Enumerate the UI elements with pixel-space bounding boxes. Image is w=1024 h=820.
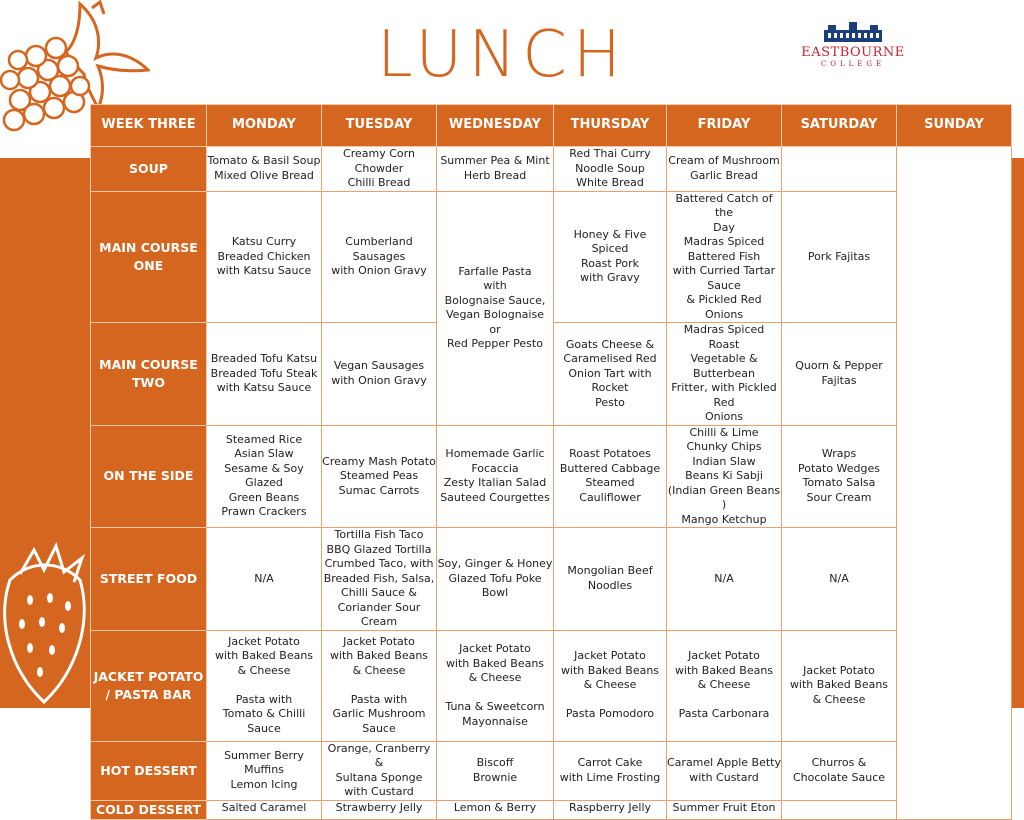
row-label-street-food: STREET FOOD	[91, 528, 207, 631]
table-cell	[782, 800, 897, 819]
table-cell: Farfalle Pasta with Bolognaise Sauce, Vegan Bolognaise or Red Pepper Pesto	[437, 191, 554, 425]
logo-subtitle: COLLEGE	[820, 60, 886, 68]
table-cell: Roast Potatoes Buttered Cabbage Steamed Cauliflower	[554, 425, 667, 528]
row-label-soup: SOUP	[91, 147, 207, 192]
table-cell: Quorn & Pepper Fajitas	[782, 323, 897, 426]
table-cell: Goats Cheese & Caramelised Red Onion Tart with Rocket Pesto	[554, 323, 667, 426]
table-cell: Pork Fajitas	[782, 191, 897, 323]
table-cell: N/A	[667, 528, 782, 631]
table-cell: N/A	[782, 528, 897, 631]
table-cell: Honey & Five Spiced Roast Pork with Gravy	[554, 191, 667, 323]
row-label-cold-dessert: COLD DESSERT	[91, 800, 207, 819]
menu-table	[90, 104, 1012, 820]
table-row	[91, 741, 1012, 800]
row-label-main-course-two: MAIN COURSE TWO	[91, 323, 207, 426]
table-cell: Breaded Tofu Katsu Breaded Tofu Steak with Katsu Sauce	[207, 323, 322, 426]
table-row	[91, 425, 1012, 528]
table-cell: Katsu Curry Breaded Chicken with Katsu Sauce	[207, 191, 322, 323]
table-cell: Strawberry Jelly	[322, 800, 437, 819]
table-cell: Caramel Apple Betty with Custard	[667, 741, 782, 800]
table-row	[91, 191, 1012, 323]
sunday-column	[897, 147, 1012, 820]
table-cell: Creamy Mash Potato Steamed Peas Sumac Carrots	[322, 425, 437, 528]
table-cell: Summer Fruit Eton	[667, 800, 782, 819]
header-monday: MONDAY	[207, 105, 322, 147]
header-tuesday: TUESDAY	[322, 105, 437, 147]
table-cell: Red Thai Curry Noodle Soup White Bread	[554, 147, 667, 192]
table-row	[91, 147, 1012, 192]
header-thursday: THURSDAY	[554, 105, 667, 147]
table-cell: Soy, Ginger & Honey Glazed Tofu Poke Bowl	[437, 528, 554, 631]
table-cell: Churros & Chocolate Sauce	[782, 741, 897, 800]
strawberry-illustration	[0, 540, 92, 708]
table-row	[91, 528, 1012, 631]
row-label-jacket-potato-pasta-bar: JACKET POTATO / PASTA BAR	[91, 630, 207, 741]
table-cell: Chilli & Lime Chunky Chips Indian Slaw Beans Ki Sabji (Indian Green Beans ) Mango Ketchup	[667, 425, 781, 526]
table-cell: Lemon & Berry	[437, 800, 554, 819]
logo-name: EASTBOURNE	[801, 45, 905, 60]
row-label-on-the-side: ON THE SIDE	[91, 425, 207, 528]
table-cell: Salted Caramel	[207, 800, 322, 819]
table-cell	[782, 147, 897, 192]
table-cell: Jacket Potato with Baked Beans & Cheese	[782, 630, 897, 741]
table-cell: Jacket Potato with Baked Beans & Cheese Pasta Carbonara	[667, 630, 782, 741]
table-cell: Wraps Potato Wedges Tomato Salsa Sour Cream	[782, 425, 897, 528]
row-label-hot-dessert: HOT DESSERT	[91, 741, 207, 800]
table-cell: N/A	[207, 528, 322, 631]
table-cell: Orange, Cranberry & Sultana Sponge with Custard	[322, 741, 437, 800]
table-cell: Tomato & Basil Soup Mixed Olive Bread	[207, 147, 322, 192]
table-cell: Tortilla Fish Taco BBQ Glazed Tortilla Crumbed Taco, with Breaded Fish, Salsa, Chilli Sauce & Coriander Sour Cream	[322, 528, 437, 631]
table-cell: Jacket Potato with Baked Beans & Cheese Pasta with Garlic Mushroom Sauce	[322, 630, 437, 741]
table-cell: Biscoff Brownie	[437, 741, 554, 800]
table-cell: Carrot Cake with Lime Frosting	[554, 741, 667, 800]
table-cell: Madras Spiced Roast Vegetable & Butterbean Fritter, with Pickled Red Onions	[667, 323, 782, 426]
table-cell: Jacket Potato with Baked Beans & Cheese Pasta Pomodoro	[554, 630, 667, 741]
table-cell: Homemade Garlic Focaccia Zesty Italian Salad Sauteed Courgettes	[437, 425, 554, 528]
header-wednesday: WEDNESDAY	[437, 105, 554, 147]
table-cell: Vegan Sausages with Onion Gravy	[322, 323, 437, 426]
header-sunday: SUNDAY	[897, 105, 1012, 147]
header-saturday: SATURDAY	[782, 105, 897, 147]
table-cell: Raspberry Jelly	[554, 800, 667, 819]
table-cell: Mongolian Beef Noodles	[554, 528, 667, 631]
row-label-main-course-one: MAIN COURSE ONE	[91, 191, 207, 323]
table-cell: Jacket Potato with Baked Beans & Cheese Pasta with Tomato & Chilli Sauce	[207, 630, 322, 741]
table-cell: Creamy Corn Chowder Chilli Bread	[322, 147, 437, 192]
table-cell: Jacket Potato with Baked Beans & Cheese Tuna & Sweetcorn Mayonnaise	[437, 630, 554, 741]
table-cell: Steamed Rice Asian Slaw Sesame & Soy Glazed Green Beans Prawn Crackers	[207, 425, 322, 528]
table-cell: Cumberland Sausages with Onion Gravy	[322, 191, 437, 323]
college-logo	[800, 22, 906, 68]
table-cell: Summer Berry Muffins Lemon Icing	[207, 741, 322, 800]
header-week: WEEK THREE	[91, 105, 207, 147]
right-orange-band	[1012, 158, 1024, 708]
college-building-icon	[822, 22, 884, 42]
table-row	[91, 630, 1012, 741]
table-cell: Summer Pea & Mint Herb Bread	[437, 147, 554, 192]
table-cell: Battered Catch of the Day Madras Spiced Battered Fish with Curried Tartar Sauce & Pickled Red Onions	[667, 191, 782, 323]
table-cell: Cream of Mushroom Garlic Bread	[667, 147, 782, 192]
page-title: LUNCH	[377, 18, 627, 92]
table-row	[91, 800, 1012, 819]
header-row	[91, 105, 1012, 147]
header-friday: FRIDAY	[667, 105, 782, 147]
